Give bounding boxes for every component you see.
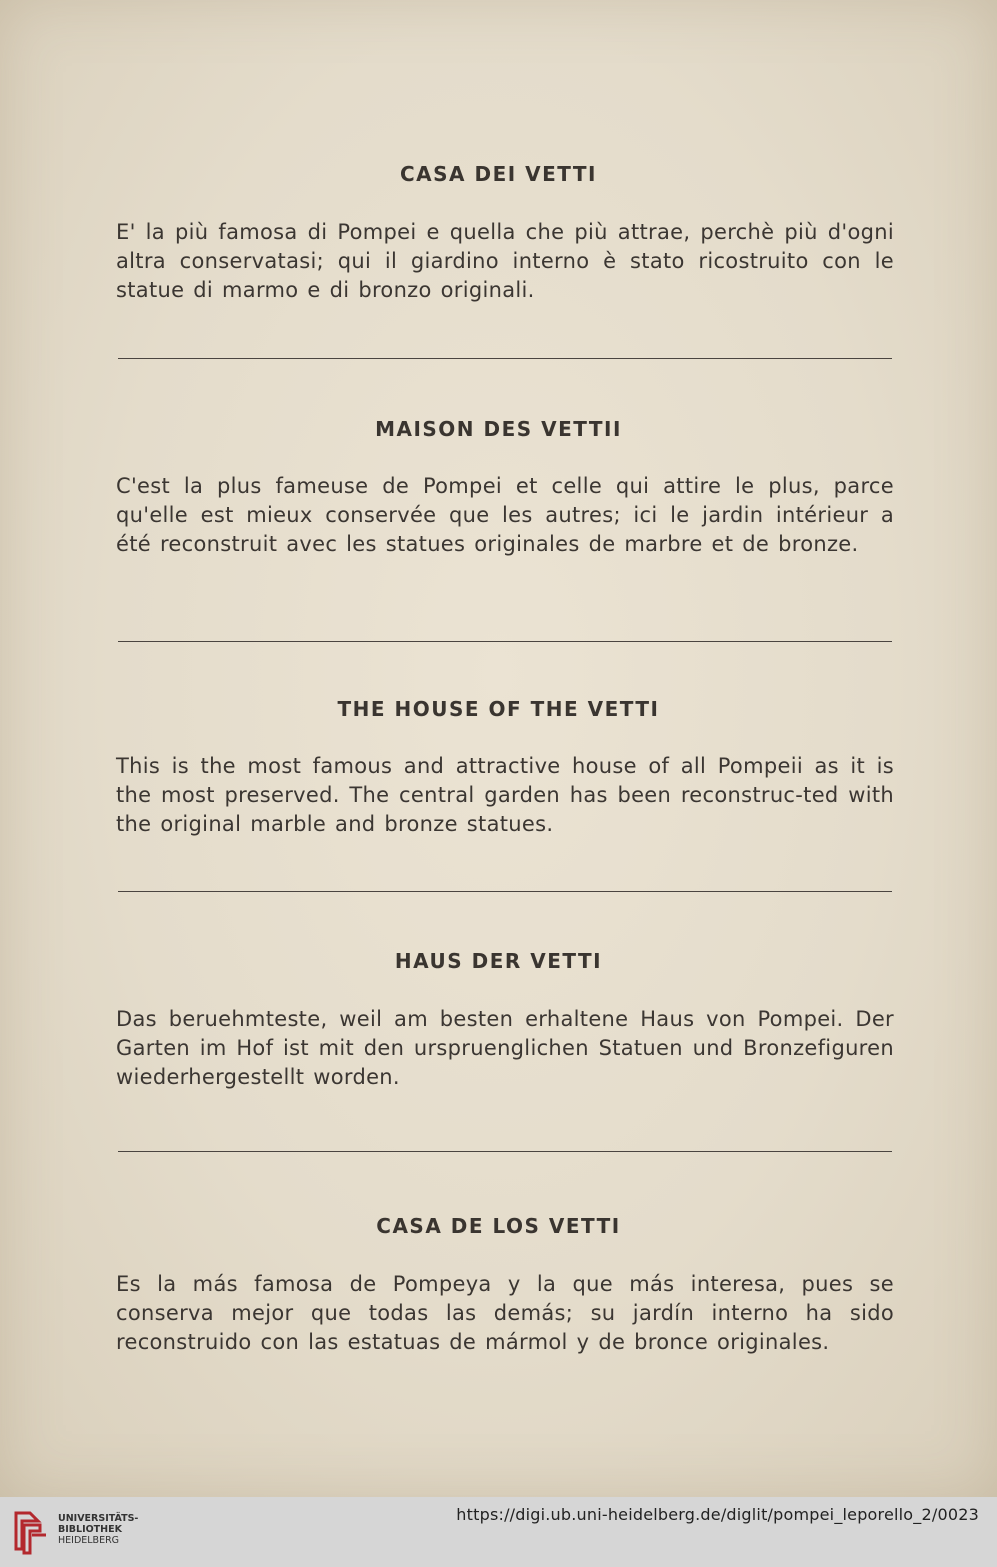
section-title-spanish: CASA DE LOS VETTI [376, 1214, 621, 1238]
library-name-line1: UNIVERSITÄTS- [58, 1513, 139, 1524]
section-body-english: This is the most famous and attractive house of all Pompeii as it is the most preserved. The central garden has been reconstruc-ted with the original marble and bronze statues. [116, 754, 894, 836]
section-body-italian: E' la più famosa di Pompei e quella che più attrae, perchè più d'ogni altra conservatasi; qui il giardino interno è stato ricostruito con le statue di marmo e di bronzo originali. [116, 220, 894, 302]
section-title-italian: CASA DEI VETTI [400, 162, 597, 186]
section-title-french: MAISON DES VETTII [375, 417, 622, 441]
viewer-footer [0, 1497, 997, 1567]
section-body-german: Das beruehmteste, weil am besten erhaltene Haus von Pompei. Der Garten im Hof ist mit den urspruenglichen Statuen und Bronzefiguren wiederhergestellt worden. [116, 1007, 894, 1089]
section-body-spanish: Es la más famosa de Pompeya y la que más interesa, pues se conserva mejor que todas las demás; su jardín interno ha sido reconstruido con las estatuas de mármol y de bronce originales. [116, 1272, 894, 1354]
heidelberg-library-logo-icon[interactable] [10, 1505, 50, 1557]
permalink-url[interactable]: https://digi.ub.uni-heidelberg.de/diglit/pompei_leporello_2/0023 [456, 1505, 979, 1524]
section-title-english: THE HOUSE OF THE VETTI [337, 697, 660, 721]
library-name-line2: BIBLIOTHEK [58, 1524, 122, 1535]
section-divider [118, 891, 892, 892]
section-divider [118, 641, 892, 642]
section-title-german: HAUS DER VETTI [394, 949, 603, 973]
section-body-french: C'est la plus fameuse de Pompei et celle qui attire le plus, parce qu'elle est mieux conservée que les autres; ici le jardin intérieur a été reconstruit avec les statues originales de marbre et de bronze. [116, 474, 894, 556]
section-divider [118, 358, 892, 359]
library-name[interactable] [58, 1513, 138, 1546]
section-divider [118, 1151, 892, 1152]
library-name-line3: HEIDELBERG [58, 1535, 120, 1546]
